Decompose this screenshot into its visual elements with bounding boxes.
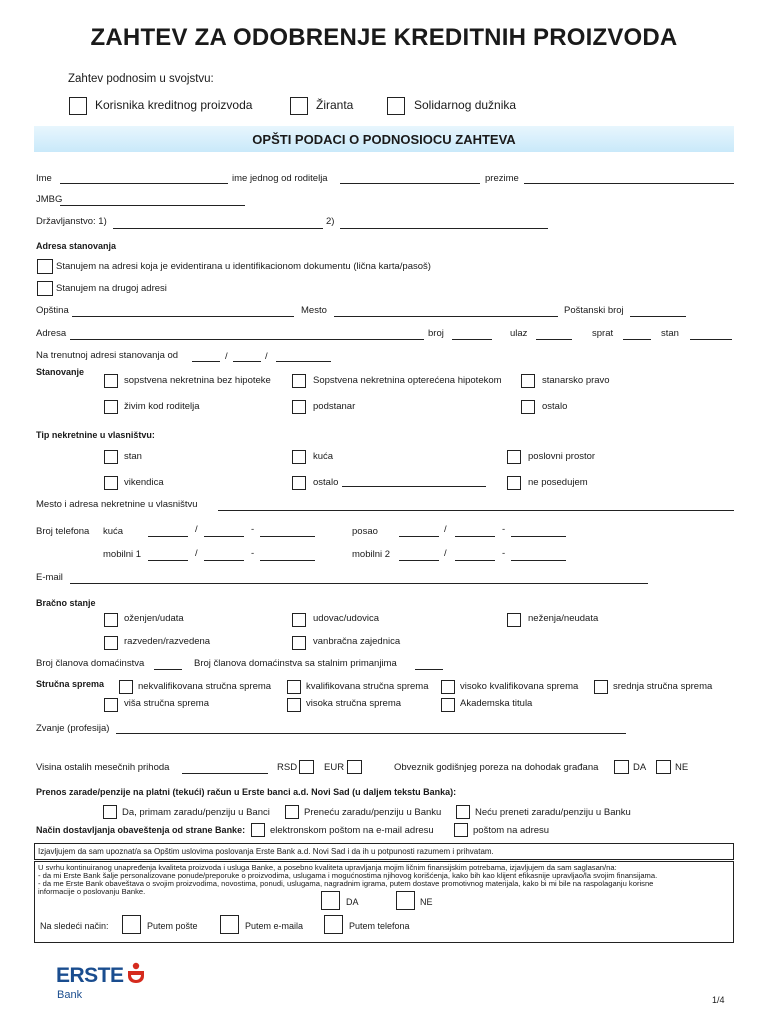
apartment-field[interactable] — [690, 339, 732, 340]
housing-tenancy-checkbox[interactable] — [521, 374, 535, 388]
income-rsd-label: RSD — [277, 762, 298, 773]
marital-partnership-checkbox[interactable] — [292, 636, 306, 650]
jmbg-field[interactable] — [60, 205, 245, 206]
contact-way-label: Na sledeći način: — [40, 921, 109, 931]
residence-since-day-field[interactable] — [192, 361, 220, 362]
property-none-label: ne posedujem — [528, 477, 588, 488]
floor-field[interactable] — [623, 339, 651, 340]
phone-dash: - — [251, 524, 255, 535]
property-business-checkbox[interactable] — [507, 450, 521, 464]
section-title: OPŠTI PODACI O PODNOSIOCU ZAHTEVA — [252, 132, 516, 147]
consent-line: - da mi Erste Bank šalje personalizovane ponude/preporuke o proizvodima, uslugama i mogućnostima njihovog korišćenja, kako bih kao klijent efikasnije upravljao/la svojim finansijama. — [38, 871, 658, 880]
household-earners-label: Broj članova domaćinstva sa stalnim primanjima — [194, 658, 397, 669]
email-field[interactable] — [70, 583, 648, 584]
address-id-checkbox[interactable] — [37, 259, 53, 274]
property-type-label: Tip nekretnine u vlasništvu: — [36, 430, 155, 440]
profession-label: Zvanje (profesija) — [36, 723, 110, 734]
capacity-guarantor-label: Žiranta — [316, 98, 354, 112]
parent-name-label: ime jednog od roditelja — [232, 173, 328, 184]
municipality-field[interactable] — [72, 316, 294, 317]
date-separator: / — [265, 351, 268, 362]
phone-work-number-field[interactable] — [511, 536, 566, 537]
citizenship-2-label: 2) — [326, 216, 335, 227]
salary-yes-label: Da, primam zaradu/penziju u Banci — [122, 807, 270, 818]
logo-subtitle: Bank — [57, 989, 83, 1001]
street-label: Adresa — [36, 328, 67, 339]
phone-mobile1-number-field[interactable] — [260, 560, 315, 561]
street-field[interactable] — [70, 339, 424, 340]
salary-no-label: Neću preneti zaradu/penziju u Banku — [475, 807, 631, 818]
housing-parents-label: živim kod roditelja — [124, 401, 200, 412]
household-members-field[interactable] — [154, 669, 182, 670]
education-college-checkbox[interactable] — [104, 698, 118, 712]
city-field[interactable] — [334, 316, 558, 317]
tax-payer-yes-checkbox[interactable] — [614, 760, 629, 774]
housing-mortgage-checkbox[interactable] — [292, 374, 306, 388]
education-secondary-label: srednja stručna sprema — [613, 681, 713, 692]
property-other-field[interactable] — [342, 486, 486, 487]
marital-divorced-checkbox[interactable] — [104, 636, 118, 650]
marital-single-label: neženja/neudata — [528, 613, 599, 624]
property-cottage-label: vikendica — [124, 477, 164, 488]
phone-work-label: posao — [352, 526, 378, 537]
phone-work-code-field[interactable] — [399, 536, 439, 537]
phone-mobile2-code-field[interactable] — [399, 560, 439, 561]
income-rsd-checkbox[interactable] — [299, 760, 314, 774]
profession-field[interactable] — [116, 733, 626, 734]
salary-will-transfer-checkbox[interactable] — [285, 805, 299, 819]
other-income-label: Visina ostalih mesečnih prihoda — [36, 762, 170, 773]
phone-label: Broj telefona — [36, 526, 90, 537]
contact-email-checkbox[interactable] — [220, 915, 239, 934]
residence-since-month-field[interactable] — [233, 361, 261, 362]
phone-home-code-field[interactable] — [148, 536, 188, 537]
education-academic-checkbox[interactable] — [441, 698, 455, 712]
housing-tenancy-label: stanarsko pravo — [542, 375, 610, 386]
income-eur-checkbox[interactable] — [347, 760, 362, 774]
consent-line: - da me Erste Bank obaveštava o svojim proizvodima, novostima, ponudi, uslugama, nagradnim igrama, putem dostave promotivnog materijala, kako bi mi bile na raspolaganju korisne — [38, 879, 654, 888]
city-label: Mesto — [301, 305, 327, 316]
property-business-label: poslovni prostor — [528, 451, 596, 462]
education-college-label: viša stručna sprema — [124, 698, 210, 709]
tax-payer-label: Obveznik godišnjeg poreza na dohodak građana — [394, 762, 599, 773]
property-house-checkbox[interactable] — [292, 450, 306, 464]
marital-married-label: oženjen/udata — [124, 613, 184, 624]
consent-line: informacije o poslovanju Banke. — [38, 887, 146, 896]
tax-payer-no-label: NE — [675, 762, 689, 773]
education-university-checkbox[interactable] — [287, 698, 301, 712]
postal-code-field[interactable] — [630, 316, 686, 317]
marital-divorced-label: razveden/razvedena — [124, 636, 211, 647]
logo-symbol-icon — [126, 962, 146, 989]
tax-payer-yes-label: DA — [633, 762, 647, 773]
capacity-codebtor-label: Solidarnog dužnika — [414, 98, 517, 112]
property-other-label: ostalo — [313, 477, 339, 488]
first-name-label: Ime — [36, 173, 52, 184]
entrance-label: ulaz — [510, 328, 528, 339]
jmbg-label: JMBG — [36, 194, 63, 205]
property-none-checkbox[interactable] — [507, 476, 521, 490]
contact-post-label: Putem pošte — [147, 921, 198, 931]
date-separator: / — [225, 351, 228, 362]
municipality-label: Opština — [36, 305, 69, 316]
education-label: Stručna sprema — [36, 679, 105, 689]
notify-post-checkbox[interactable] — [454, 823, 468, 837]
notification-label: Način dostavljanja obaveštenja od strane Banke: — [36, 825, 246, 835]
housing-own-checkbox[interactable] — [104, 374, 118, 388]
postal-code-label: Poštanski broj — [564, 305, 624, 316]
housing-label: Stanovanje — [36, 367, 85, 377]
parent-name-field[interactable] — [340, 183, 480, 184]
email-label: E-mail — [36, 572, 63, 583]
phone-separator: / — [195, 548, 198, 559]
phone-dash: - — [251, 548, 255, 559]
property-house-label: kuća — [313, 451, 334, 462]
residence-since-year-field[interactable] — [276, 361, 331, 362]
address-other-label: Stanujem na drugoj adresi — [56, 283, 167, 294]
declaration-text: Izjavljujem da sam upoznat/a sa Opštim uslovima poslovanja Erste Bank a.d. Novi Sad i da ih u potpunosti razumem i prihvatam. — [38, 847, 494, 856]
apartment-label: stan — [661, 328, 679, 339]
capacity-codebtor-checkbox[interactable] — [387, 97, 405, 115]
property-cottage-checkbox[interactable] — [104, 476, 118, 490]
form-title: ZAHTEV ZA ODOBRENJE KREDITNIH PROIZVODA — [90, 24, 678, 51]
citizenship-2-field[interactable] — [340, 228, 548, 229]
phone-mobile2-prefix-field[interactable] — [455, 560, 495, 561]
capacity-user-checkbox[interactable] — [69, 97, 87, 115]
capacity-user-label: Korisnika kreditnog proizvoda — [95, 98, 253, 112]
first-name-field[interactable] — [60, 183, 228, 184]
income-eur-label: EUR — [324, 762, 345, 773]
phone-mobile2-label: mobilni 2 — [352, 549, 391, 560]
education-academic-label: Akademska titula — [460, 698, 533, 709]
house-number-label: broj — [428, 328, 444, 339]
phone-separator: / — [444, 548, 447, 559]
marital-married-checkbox[interactable] — [104, 613, 118, 627]
notify-email-checkbox[interactable] — [251, 823, 265, 837]
marital-widowed-checkbox[interactable] — [292, 613, 306, 627]
consent-line: U svrhu kontinuiranog unapređenja kvaliteta proizvoda i usluga Banke, a posebno kvaliteta upravljanja mojim ličnim finansijskim potrebama, izjavljujem da sam saglasan/na: — [38, 863, 617, 872]
salary-will-transfer-label: Preneću zaradu/penziju u Banku — [304, 807, 442, 818]
address-id-label: Stanujem na adresi koja je evidentirana u identifikacionom dokumentu (lična karta/pasoš) — [56, 261, 431, 272]
citizenship-label: Državljanstvo: 1) — [36, 216, 107, 227]
contact-email-label: Putem e-maila — [245, 921, 304, 931]
marital-single-checkbox[interactable] — [507, 613, 521, 627]
education-qualified-checkbox[interactable] — [287, 680, 301, 694]
address-heading: Adresa stanovanja — [36, 241, 117, 251]
phone-mobile1-prefix-field[interactable] — [204, 560, 244, 561]
education-university-label: visoka stručna sprema — [306, 698, 402, 709]
education-highly-qualified-checkbox[interactable] — [441, 680, 455, 694]
citizenship-1-field[interactable] — [113, 228, 323, 229]
surname-field[interactable] — [524, 183, 734, 184]
housing-other-label: ostalo — [542, 401, 568, 412]
education-secondary-checkbox[interactable] — [594, 680, 608, 694]
address-other-checkbox[interactable] — [37, 281, 53, 296]
education-qualified-label: kvalifikovana stručna sprema — [306, 681, 429, 692]
notify-email-label: elektronskom poštom na e-mail adresu — [270, 825, 434, 836]
capacity-guarantor-checkbox[interactable] — [290, 97, 308, 115]
housing-own-label: sopstvena nekretnina bez hipoteke — [124, 375, 271, 386]
phone-home-number-field[interactable] — [260, 536, 315, 537]
consent-no-checkbox[interactable] — [396, 891, 415, 910]
phone-work-prefix-field[interactable] — [455, 536, 495, 537]
housing-subtenant-checkbox[interactable] — [292, 400, 306, 414]
property-location-label: Mesto i adresa nekretnine u vlasništvu — [36, 499, 198, 510]
phone-dash: - — [502, 548, 506, 559]
salary-no-checkbox[interactable] — [456, 805, 470, 819]
erste-bank-logo — [56, 962, 146, 1001]
entrance-field[interactable] — [536, 339, 572, 340]
house-number-field[interactable] — [452, 339, 492, 340]
contact-phone-label: Putem telefona — [349, 921, 410, 931]
housing-parents-checkbox[interactable] — [104, 400, 118, 414]
marital-label: Bračno stanje — [36, 598, 96, 608]
phone-dash: - — [502, 524, 506, 535]
housing-subtenant-label: podstanar — [313, 401, 356, 412]
marital-partnership-label: vanbračna zajednica — [313, 636, 401, 647]
phone-mobile1-code-field[interactable] — [148, 560, 188, 561]
consent-yes-checkbox[interactable] — [321, 891, 340, 910]
property-location-field[interactable] — [218, 510, 734, 511]
contact-post-checkbox[interactable] — [122, 915, 141, 934]
phone-home-prefix-field[interactable] — [204, 536, 244, 537]
page-number: 1/4 — [712, 995, 725, 1005]
marital-widowed-label: udovac/udovica — [313, 613, 380, 624]
consent-yes-label: DA — [346, 897, 359, 907]
phone-home-label: kuća — [103, 526, 124, 537]
property-other-checkbox[interactable] — [292, 476, 306, 490]
salary-transfer-label: Prenos zarade/penzije na platni (tekući) račun u Erste banci a.d. Novi Sad (u daljem tekstu Banka): — [36, 787, 457, 797]
salary-yes-checkbox[interactable] — [103, 805, 117, 819]
residence-since-label: Na trenutnoj adresi stanovanja od — [36, 350, 179, 361]
contact-phone-checkbox[interactable] — [324, 915, 343, 934]
household-earners-field[interactable] — [415, 669, 443, 670]
surname-label: prezime — [485, 173, 519, 184]
other-income-field[interactable] — [182, 773, 268, 774]
floor-label: sprat — [592, 328, 614, 339]
household-members-label: Broj članova domaćinstva — [36, 658, 145, 669]
housing-other-checkbox[interactable] — [521, 400, 535, 414]
property-apartment-label: stan — [124, 451, 142, 462]
phone-mobile2-number-field[interactable] — [511, 560, 566, 561]
notify-post-label: poštom na adresu — [473, 825, 550, 836]
education-unqualified-checkbox[interactable] — [119, 680, 133, 694]
property-apartment-checkbox[interactable] — [104, 450, 118, 464]
consent-no-label: NE — [420, 897, 433, 907]
capacity-label: Zahtev podnosim u svojstvu: — [68, 73, 214, 85]
housing-mortgage-label: Sopstvena nekretnina opterećena hipotekom — [313, 375, 502, 386]
tax-payer-no-checkbox[interactable] — [656, 760, 671, 774]
phone-separator: / — [444, 524, 447, 535]
education-highly-qualified-label: visoko kvalifikovana sprema — [460, 681, 579, 692]
logo-wordmark: ERSTE — [56, 963, 124, 987]
phone-separator: / — [195, 524, 198, 535]
phone-mobile1-label: mobilni 1 — [103, 549, 142, 560]
education-unqualified-label: nekvalifikovana stručna sprema — [138, 681, 272, 692]
